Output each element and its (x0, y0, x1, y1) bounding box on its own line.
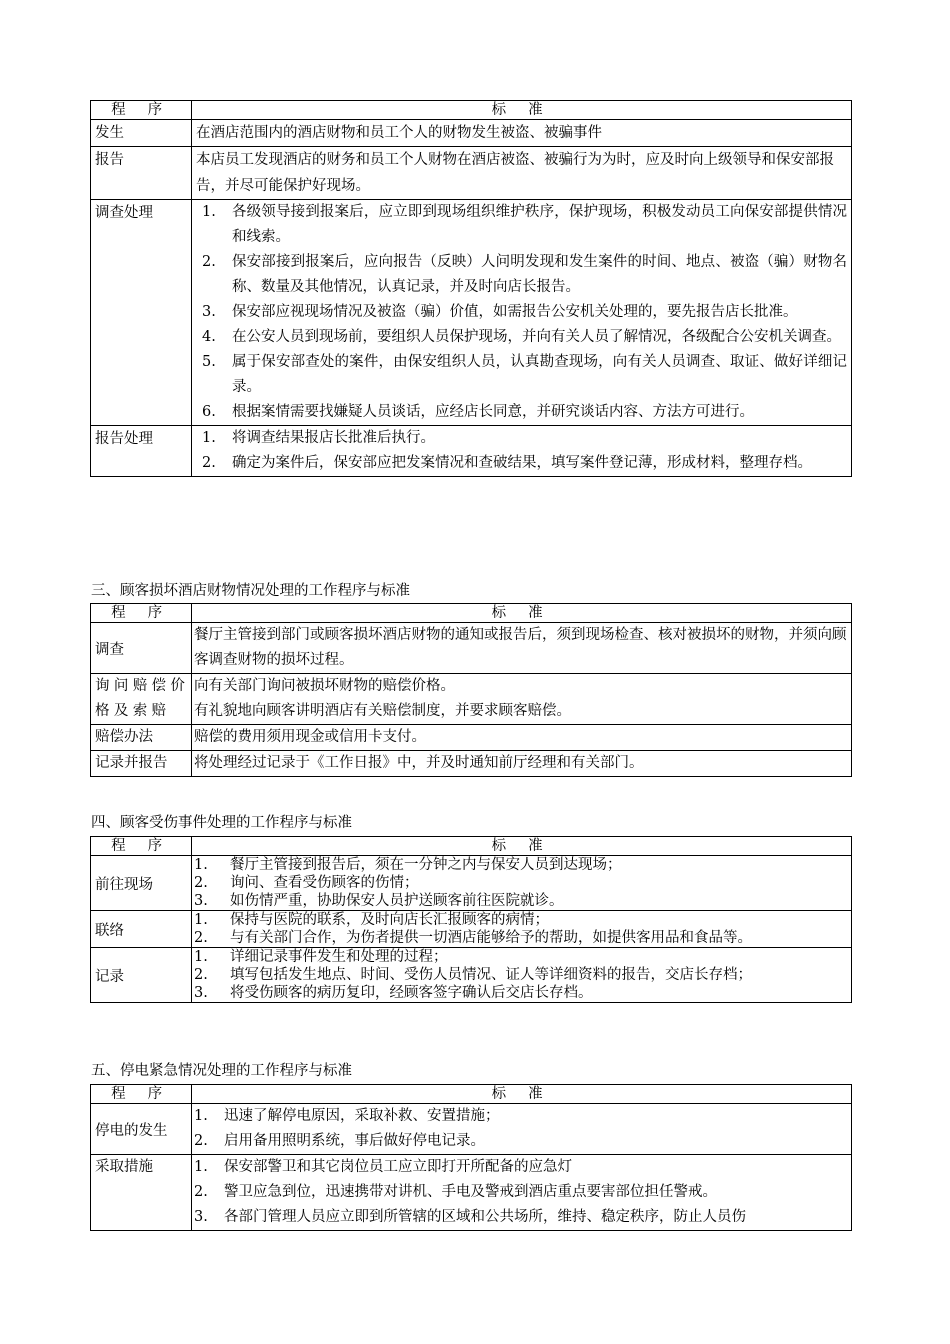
row-proc: 联络 (91, 911, 192, 948)
header-std: 标 准 (192, 837, 852, 856)
list-item: 6. 根据案情需要找嫌疑人员谈话，应经店长同意，并研究谈话内容、方法方可进行。 (202, 404, 754, 420)
table-header-row (91, 837, 852, 856)
row-proc: 前往现场 (91, 856, 192, 911)
row-proc: 调查 (91, 623, 192, 674)
row-proc: 报告处理 (91, 426, 192, 477)
row-std: 在酒店范围内的酒店财物和员工个人的财物发生被盗、被骗事件 (192, 120, 852, 147)
table-row (91, 751, 852, 777)
list-item: 3. 如伤情严重，协助保安人员护送顾客前往医院就诊。 (194, 893, 564, 909)
row-proc: 记录 (91, 948, 192, 1003)
list-item: 4. 在公安人员到现场前，要组织人员保护现场，并向有关人员了解情况，各级配合公安机关调查。 (202, 329, 841, 345)
table-row (91, 725, 852, 751)
row-std: 将处理经过记录于《工作日报》中，并及时通知前厅经理和有关部门。 (192, 751, 852, 777)
table-header-row (91, 1085, 852, 1104)
table-row (91, 120, 852, 147)
list-item: 5. 属于保安部查处的案件，由保安组织人员，认真勘查现场，向有关人员调查、取证、做好详细记录。 (202, 354, 847, 395)
table-header-row (91, 604, 852, 623)
row-std: 本店员工发现酒店的财务和员工个人财物在酒店被盗、被骗行为为时，应及时向上级领导和保安部报告，并尽可能保护好现场。 (192, 147, 852, 200)
list-item: 2. 保安部接到报案后，应向报告（反映）人问明发现和发生案件的时间、地点、被盗（骗）财物名称、数量及其他情况，认真记录，并及时向店长报告。 (202, 254, 847, 295)
list-item: 2. 填写包括发生地点、时间、受伤人员情况、证人等详细资料的报告，交店长存档； (194, 967, 752, 983)
list-item: 2. 与有关部门合作，为伤者提供一切酒店能够给予的帮助，如提供客用品和食品等。 (194, 930, 752, 946)
header-std: 标 准 (192, 604, 852, 623)
header-proc: 程 序 (91, 1085, 192, 1104)
row-std (192, 200, 852, 426)
injury-table (90, 836, 852, 1003)
list-item: 2. 启用备用照明系统，事后做好停电记录。 (194, 1133, 485, 1149)
table-row (91, 1104, 852, 1155)
header-proc: 程 序 (91, 604, 192, 623)
row-proc: 发生 (91, 120, 192, 147)
row-std (192, 911, 852, 948)
list-item: 1. 餐厅主管接到报告后，须在一分钟之内与保安人员到达现场； (194, 857, 622, 873)
damage-table (90, 603, 852, 777)
header-std: 标 准 (192, 1085, 852, 1104)
section-4-title: 四、顾客受伤事件处理的工作程序与标准 (91, 815, 352, 831)
list-item: 1. 迅速了解停电原因，采取补救、安置措施； (194, 1108, 500, 1124)
header-proc: 程 序 (91, 837, 192, 856)
table-row (91, 911, 852, 948)
table-row (91, 1155, 852, 1231)
table-row (91, 623, 852, 674)
table-row (91, 147, 852, 200)
header-std: 标 准 (192, 101, 852, 120)
row-proc: 报告 (91, 147, 192, 200)
table-row (91, 948, 852, 1003)
row-std (192, 948, 852, 1003)
list-item: 3. 保安部应视现场情况及被盗（骗）价值，如需报告公安机关处理的，要先报告店长批准。 (202, 304, 798, 320)
list-item: 3. 将受伤顾客的病历复印，经顾客签字确认后交店长存档。 (194, 985, 593, 1001)
table-row (91, 674, 852, 725)
list-item: 2. 警卫应急到位，迅速携带对讲机、手电及警戒到酒店重点要害部位担任警戒。 (194, 1184, 717, 1200)
list-item: 1. 各级领导接到报案后，应立即到现场组织维护秩序，保护现场，积极发动员工向保安部提供情况和线索。 (202, 204, 847, 245)
list-item: 2. 询问、查看受伤顾客的伤情； (194, 875, 419, 891)
theft-table (90, 100, 852, 477)
row-std (192, 426, 852, 477)
row-proc: 停电的发生 (91, 1104, 192, 1155)
row-std: 餐厅主管接到部门或顾客损坏酒店财物的通知或报告后，须到现场检查、核对被损坏的财物，并须向顾客调查财物的损坏过程。 (192, 623, 852, 674)
list-item: 1. 保持与医院的联系，及时向店长汇报顾客的病情； (194, 912, 549, 928)
section-5-title: 五、停电紧急情况处理的工作程序与标准 (91, 1063, 352, 1079)
row-proc: 记录并报告 (91, 751, 192, 777)
list-item: 2. 确定为案件后，保安部应把发案情况和查破结果，填写案件登记薄，形成材料，整理存档。 (202, 455, 812, 471)
header-proc: 程 序 (91, 101, 192, 120)
table-row (91, 426, 852, 477)
row-proc: 询问赔偿价格及索赔 (91, 674, 192, 725)
list-item: 1. 详细记录事件发生和处理的过程； (194, 949, 448, 965)
row-std: 向有关部门询问被损坏财物的赔偿价格。 有礼貌地向顾客讲明酒店有关赔偿制度，并要求顾客赔偿。 (192, 674, 852, 725)
row-std (192, 856, 852, 911)
list-item: 3. 各部门管理人员应立即到所管辖的区域和公共场所，维持、稳定秩序，防止人员伤 (194, 1209, 746, 1225)
table-row (91, 856, 852, 911)
row-proc: 采取措施 (91, 1155, 192, 1231)
row-std (192, 1155, 852, 1231)
row-proc: 调查处理 (91, 200, 192, 426)
row-proc: 赔偿办法 (91, 725, 192, 751)
power-outage-table (90, 1084, 852, 1231)
list-item: 1. 保安部警卫和其它岗位员工应立即打开所配备的应急灯 (194, 1159, 572, 1175)
section-3-title: 三、顾客损坏酒店财物情况处理的工作程序与标准 (91, 583, 410, 599)
list-item: 1. 将调查结果报店长批准后执行。 (202, 430, 435, 446)
table-row (91, 200, 852, 426)
row-std: 赔偿的费用须用现金或信用卡支付。 (192, 725, 852, 751)
row-std (192, 1104, 852, 1155)
table-header-row (91, 101, 852, 120)
